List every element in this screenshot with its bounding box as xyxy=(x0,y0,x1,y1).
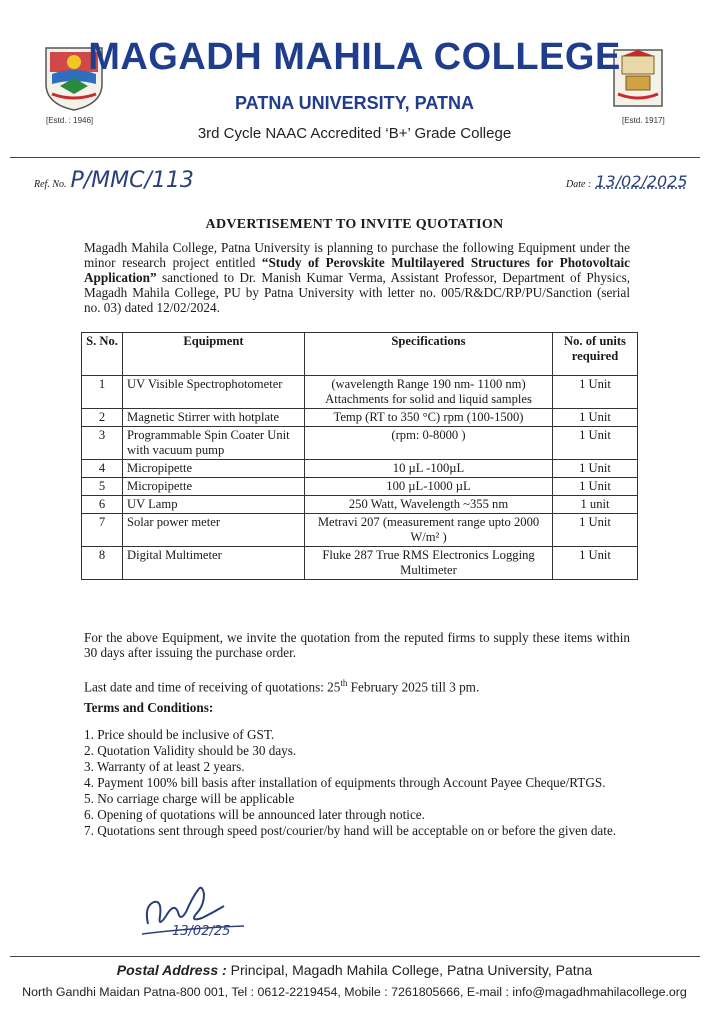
term-item: 1. Price should be inclusive of GST. xyxy=(84,727,275,742)
cell-equipment: Solar power meter xyxy=(123,514,305,547)
document-title: ADVERTISEMENT TO INVITE QUOTATION xyxy=(205,217,504,232)
signature-date: 13/02/25 xyxy=(172,924,231,939)
term-item: 4. Payment 100% bill basis after installation of equipments through Account Payee Cheque/RTGS. xyxy=(84,775,606,790)
header-units: No. of units required xyxy=(553,333,638,376)
footer-divider xyxy=(10,956,700,957)
table-row xyxy=(82,496,638,514)
last-date-suffix: February 2025 till 3 pm. xyxy=(347,679,480,695)
header-specifications: Specifications xyxy=(305,333,553,376)
cell-equipment: UV Visible Spectrophotometer xyxy=(123,376,305,409)
term-item: 7. Quotations sent through speed post/courier/by hand will be acceptable on or before the given date. xyxy=(84,823,617,838)
last-date-suffix-ordinal: th xyxy=(340,678,348,688)
contact-details: North Gandhi Maidan Patna-800 001, Tel : 0612-2219454, Mobile : 7261805666, E-mail : info@magadhmahilacollege.org xyxy=(22,985,687,999)
cell-equipment: Digital Multimeter xyxy=(123,547,305,580)
cell-sno: 1 xyxy=(82,376,123,409)
cell-sno: 6 xyxy=(82,496,123,514)
cell-spec: Metravi 207 (measurement range upto 2000 W/m² ) xyxy=(305,514,553,547)
postal-address-value: Principal, Magadh Mahila College, Patna University, Patna xyxy=(226,962,593,978)
header-divider xyxy=(10,157,700,158)
table-row xyxy=(82,460,638,478)
cell-sno: 3 xyxy=(82,427,123,460)
cell-spec: Temp (RT to 350 °C) rpm (100-1500) xyxy=(305,409,553,427)
terms-list xyxy=(84,727,630,839)
date-label: Date : xyxy=(566,179,592,190)
cell-equipment: Magnetic Stirrer with hotplate xyxy=(123,409,305,427)
table-row xyxy=(82,514,638,547)
cell-equipment: Micropipette xyxy=(123,478,305,496)
document-date xyxy=(566,172,688,192)
estd-right: [Estd. 1917] xyxy=(622,116,665,125)
university-name: PATNA UNIVERSITY, PATNA xyxy=(234,93,474,113)
college-name: MAGADH MAHILA COLLEGE xyxy=(88,36,621,78)
cell-spec: (rpm: 0-8000 ) xyxy=(305,427,553,460)
term-item: 2. Quotation Validity should be 30 days. xyxy=(84,743,297,758)
table-row xyxy=(82,427,638,460)
cell-units: 1 Unit xyxy=(553,427,638,460)
cell-spec: Fluke 287 True RMS Electronics Logging Multimeter xyxy=(305,547,553,580)
cell-sno: 5 xyxy=(82,478,123,496)
cell-sno: 4 xyxy=(82,460,123,478)
intro-text-2: sanctioned to Dr. Manish Kumar Verma, Assistant Professor, Department of Physics, Magadh Mahila College, PU by Patna University with letter no. 005/R&DC/RP/PU/Sanction (serial no. 03) dated 12/02/2024. xyxy=(84,270,630,315)
estd-left: [Estd. : 1946] xyxy=(46,116,94,125)
postal-address xyxy=(0,962,709,978)
table-row xyxy=(82,547,638,580)
cell-units: 1 Unit xyxy=(553,478,638,496)
cell-units: 1 unit xyxy=(553,496,638,514)
cell-units: 1 Unit xyxy=(553,547,638,580)
date-value: 13/02/2025 xyxy=(595,172,688,191)
reference-label: Ref. No. xyxy=(34,179,67,190)
invite-paragraph: For the above Equipment, we invite the quotation from the reputed firms to supply these items within 30 days after issuing the purchase order. xyxy=(84,630,630,660)
term-item: 5. No carriage charge will be applicable xyxy=(84,791,295,806)
cell-spec: 10 µL -100µL xyxy=(305,460,553,478)
table-row xyxy=(82,478,638,496)
cell-spec: 100 µL-1000 µL xyxy=(305,478,553,496)
term-item: 6. Opening of quotations will be announced later through notice. xyxy=(84,807,425,822)
cell-equipment: UV Lamp xyxy=(123,496,305,514)
header-equipment: Equipment xyxy=(123,333,305,376)
table-header-row xyxy=(82,333,638,376)
cell-spec: (wavelength Range 190 nm- 1100 nm) Attachments for solid and liquid samples xyxy=(305,376,553,409)
cell-equipment: Micropipette xyxy=(123,460,305,478)
intro-paragraph xyxy=(84,240,630,315)
cell-sno: 2 xyxy=(82,409,123,427)
cell-equipment: Programmable Spin Coater Unit with vacuum pump xyxy=(123,427,305,460)
intro-text-1: Magadh Mahila College, Patna University is planning to purchase the following Equipment under the minor research project entitled xyxy=(84,240,630,270)
term-item: 3. Warranty of at least 2 years. xyxy=(84,759,245,774)
project-title: “Study of Perovskite Multilayered Structures for Photovoltaic Application” xyxy=(84,255,630,285)
accreditation-line: 3rd Cycle NAAC Accredited ‘B+’ Grade College xyxy=(197,125,512,142)
reference-value: P/MMC/113 xyxy=(70,168,194,193)
equipment-table xyxy=(81,332,638,580)
cell-sno: 7 xyxy=(82,514,123,547)
cell-units: 1 Unit xyxy=(553,376,638,409)
terms-heading: Terms and Conditions: xyxy=(84,700,214,715)
cell-units: 1 Unit xyxy=(553,460,638,478)
table-row xyxy=(82,409,638,427)
last-date-line xyxy=(84,676,630,694)
cell-units: 1 Unit xyxy=(553,514,638,547)
last-date-prefix: Last date and time of receiving of quotations: 25 xyxy=(84,679,341,695)
header-sno: S. No. xyxy=(82,333,123,376)
table-row xyxy=(82,376,638,409)
reference-number xyxy=(34,168,194,193)
cell-sno: 8 xyxy=(82,547,123,580)
cell-spec: 250 Watt, Wavelength ~355 nm xyxy=(305,496,553,514)
postal-address-label: Postal Address : xyxy=(116,962,227,978)
cell-units: 1 Unit xyxy=(553,409,638,427)
